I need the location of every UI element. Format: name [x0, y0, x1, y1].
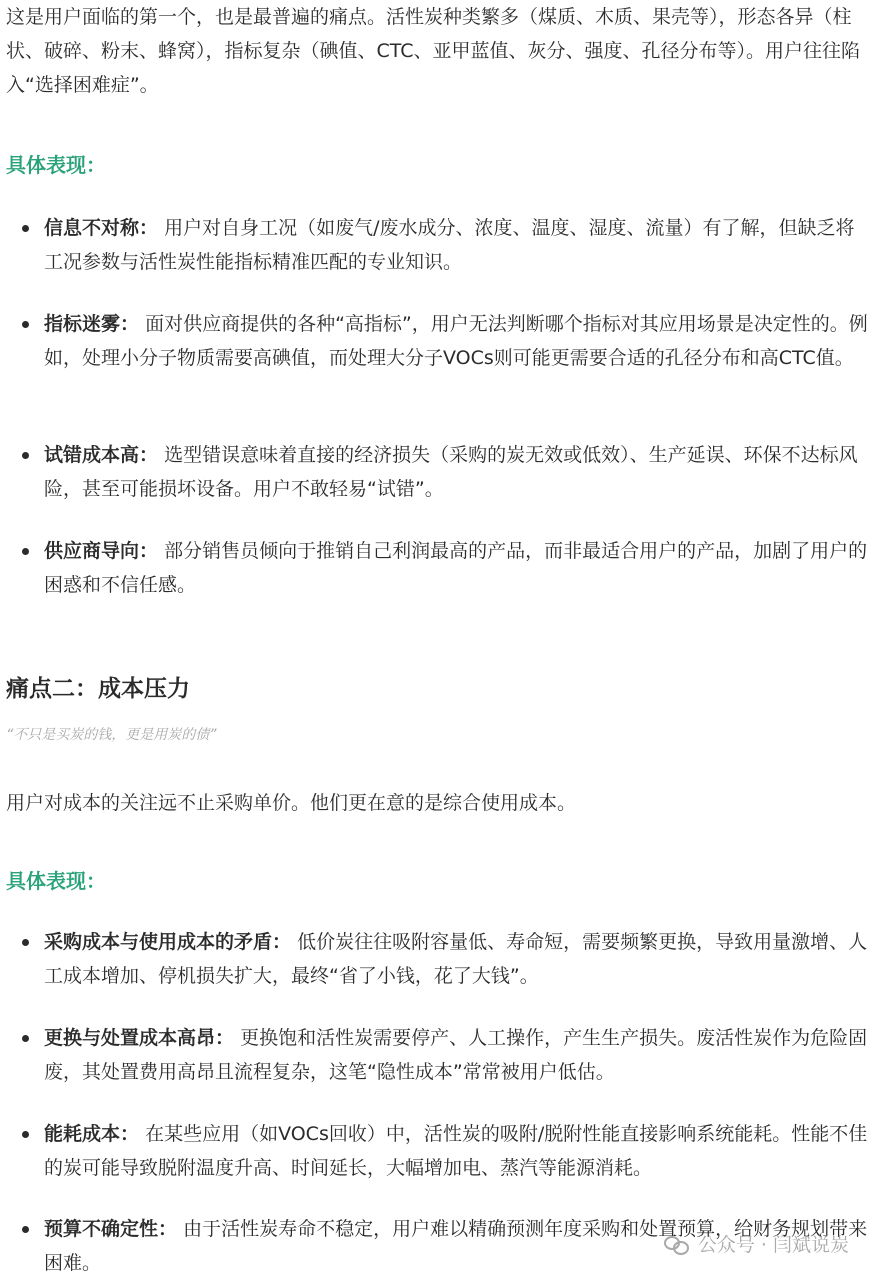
item-label: 试错成本高： — [44, 444, 159, 466]
item-label: 供应商导向： — [44, 540, 159, 562]
item-text: 选型错误意味着直接的经济损失（采购的炭无效或低效）、生产延误、环保不达标风险，甚至可能损坏设备。用户不敢轻易“试错”。 — [44, 444, 858, 500]
watermark — [664, 1230, 849, 1257]
item-label: 采购成本与使用成本的矛盾： — [44, 931, 292, 953]
section1-subheading: 具体表现： — [6, 153, 106, 177]
watermark-text: 公众号 · 闫斌说炭 — [697, 1234, 849, 1256]
intro-paragraph: 这是用户面临的第一个，也是最普遍的痛点。活性炭种类繁多（煤质、木质、果壳等），形态各异（柱状、破碎、粉末、蜂窝），指标复杂（碘值、CTC、亚甲蓝值、灰分、强度、孔径分布等）。用户往往陷入“选择困难症”。 — [6, 6, 861, 96]
section2-intro: 用户对成本的关注远不止采购单价。他们更在意的是综合使用成本。 — [6, 792, 577, 814]
list-item — [44, 307, 870, 375]
list-item — [44, 534, 870, 602]
item-text: 用户对自身工况（如废气/废水成分、浓度、温度、湿度、流量）有了解，但缺乏将工况参数与活性炭性能指标精准匹配的专业知识。 — [44, 217, 855, 273]
list-item — [44, 1021, 870, 1089]
section2-quote: “不只是买炭的钱，更是用炭的债” — [6, 727, 217, 743]
section2-heading: 痛点二：成本压力 — [6, 676, 190, 702]
item-label: 更换与处置成本高昂： — [44, 1027, 235, 1049]
item-text: 更换饱和活性炭需要停产、人工操作，产生生产损失。废活性炭作为危险固废，其处置费用高昂且流程复杂，这笔“隐性成本”常常被用户低估。 — [44, 1027, 868, 1083]
item-label: 预算不确定性： — [44, 1218, 178, 1240]
item-text: 由于活性炭寿命不稳定，用户难以精确预测年度采购和处置预算，给财务规划带来困难。 — [44, 1218, 868, 1274]
item-text: 部分销售员倾向于推销自己利润最高的产品，而非最适合用户的产品，加剧了用户的困惑和不信任感。 — [44, 540, 868, 596]
list-item — [44, 1117, 870, 1185]
item-label: 信息不对称： — [44, 217, 159, 239]
item-text: 低价炭往往吸附容量低、寿命短，需要频繁更换，导致用量激增、人工成本增加、停机损失扩大，最终“省了小钱，花了大钱”。 — [44, 931, 868, 987]
list-item — [44, 211, 870, 279]
wechat-icon — [664, 1234, 690, 1254]
item-text: 面对供应商提供的各种“高指标”，用户无法判断哪个指标对其应用场景是决定性的。例如，处理小分子物质需要高碘值，而处理大分子VOCs则可能更需要合适的孔径分布和高CTC值。 — [44, 313, 868, 369]
item-label: 指标迷雾： — [44, 313, 140, 335]
list-item — [44, 925, 870, 993]
section2-subheading: 具体表现： — [6, 869, 106, 893]
list-item — [44, 438, 870, 506]
item-label: 能耗成本： — [44, 1123, 140, 1145]
item-text: 在某些应用（如VOCs回收）中，活性炭的吸附/脱附性能直接影响系统能耗。性能不佳的炭可能导致脱附温度升高、时间延长，大幅增加电、蒸汽等能源消耗。 — [44, 1123, 868, 1179]
